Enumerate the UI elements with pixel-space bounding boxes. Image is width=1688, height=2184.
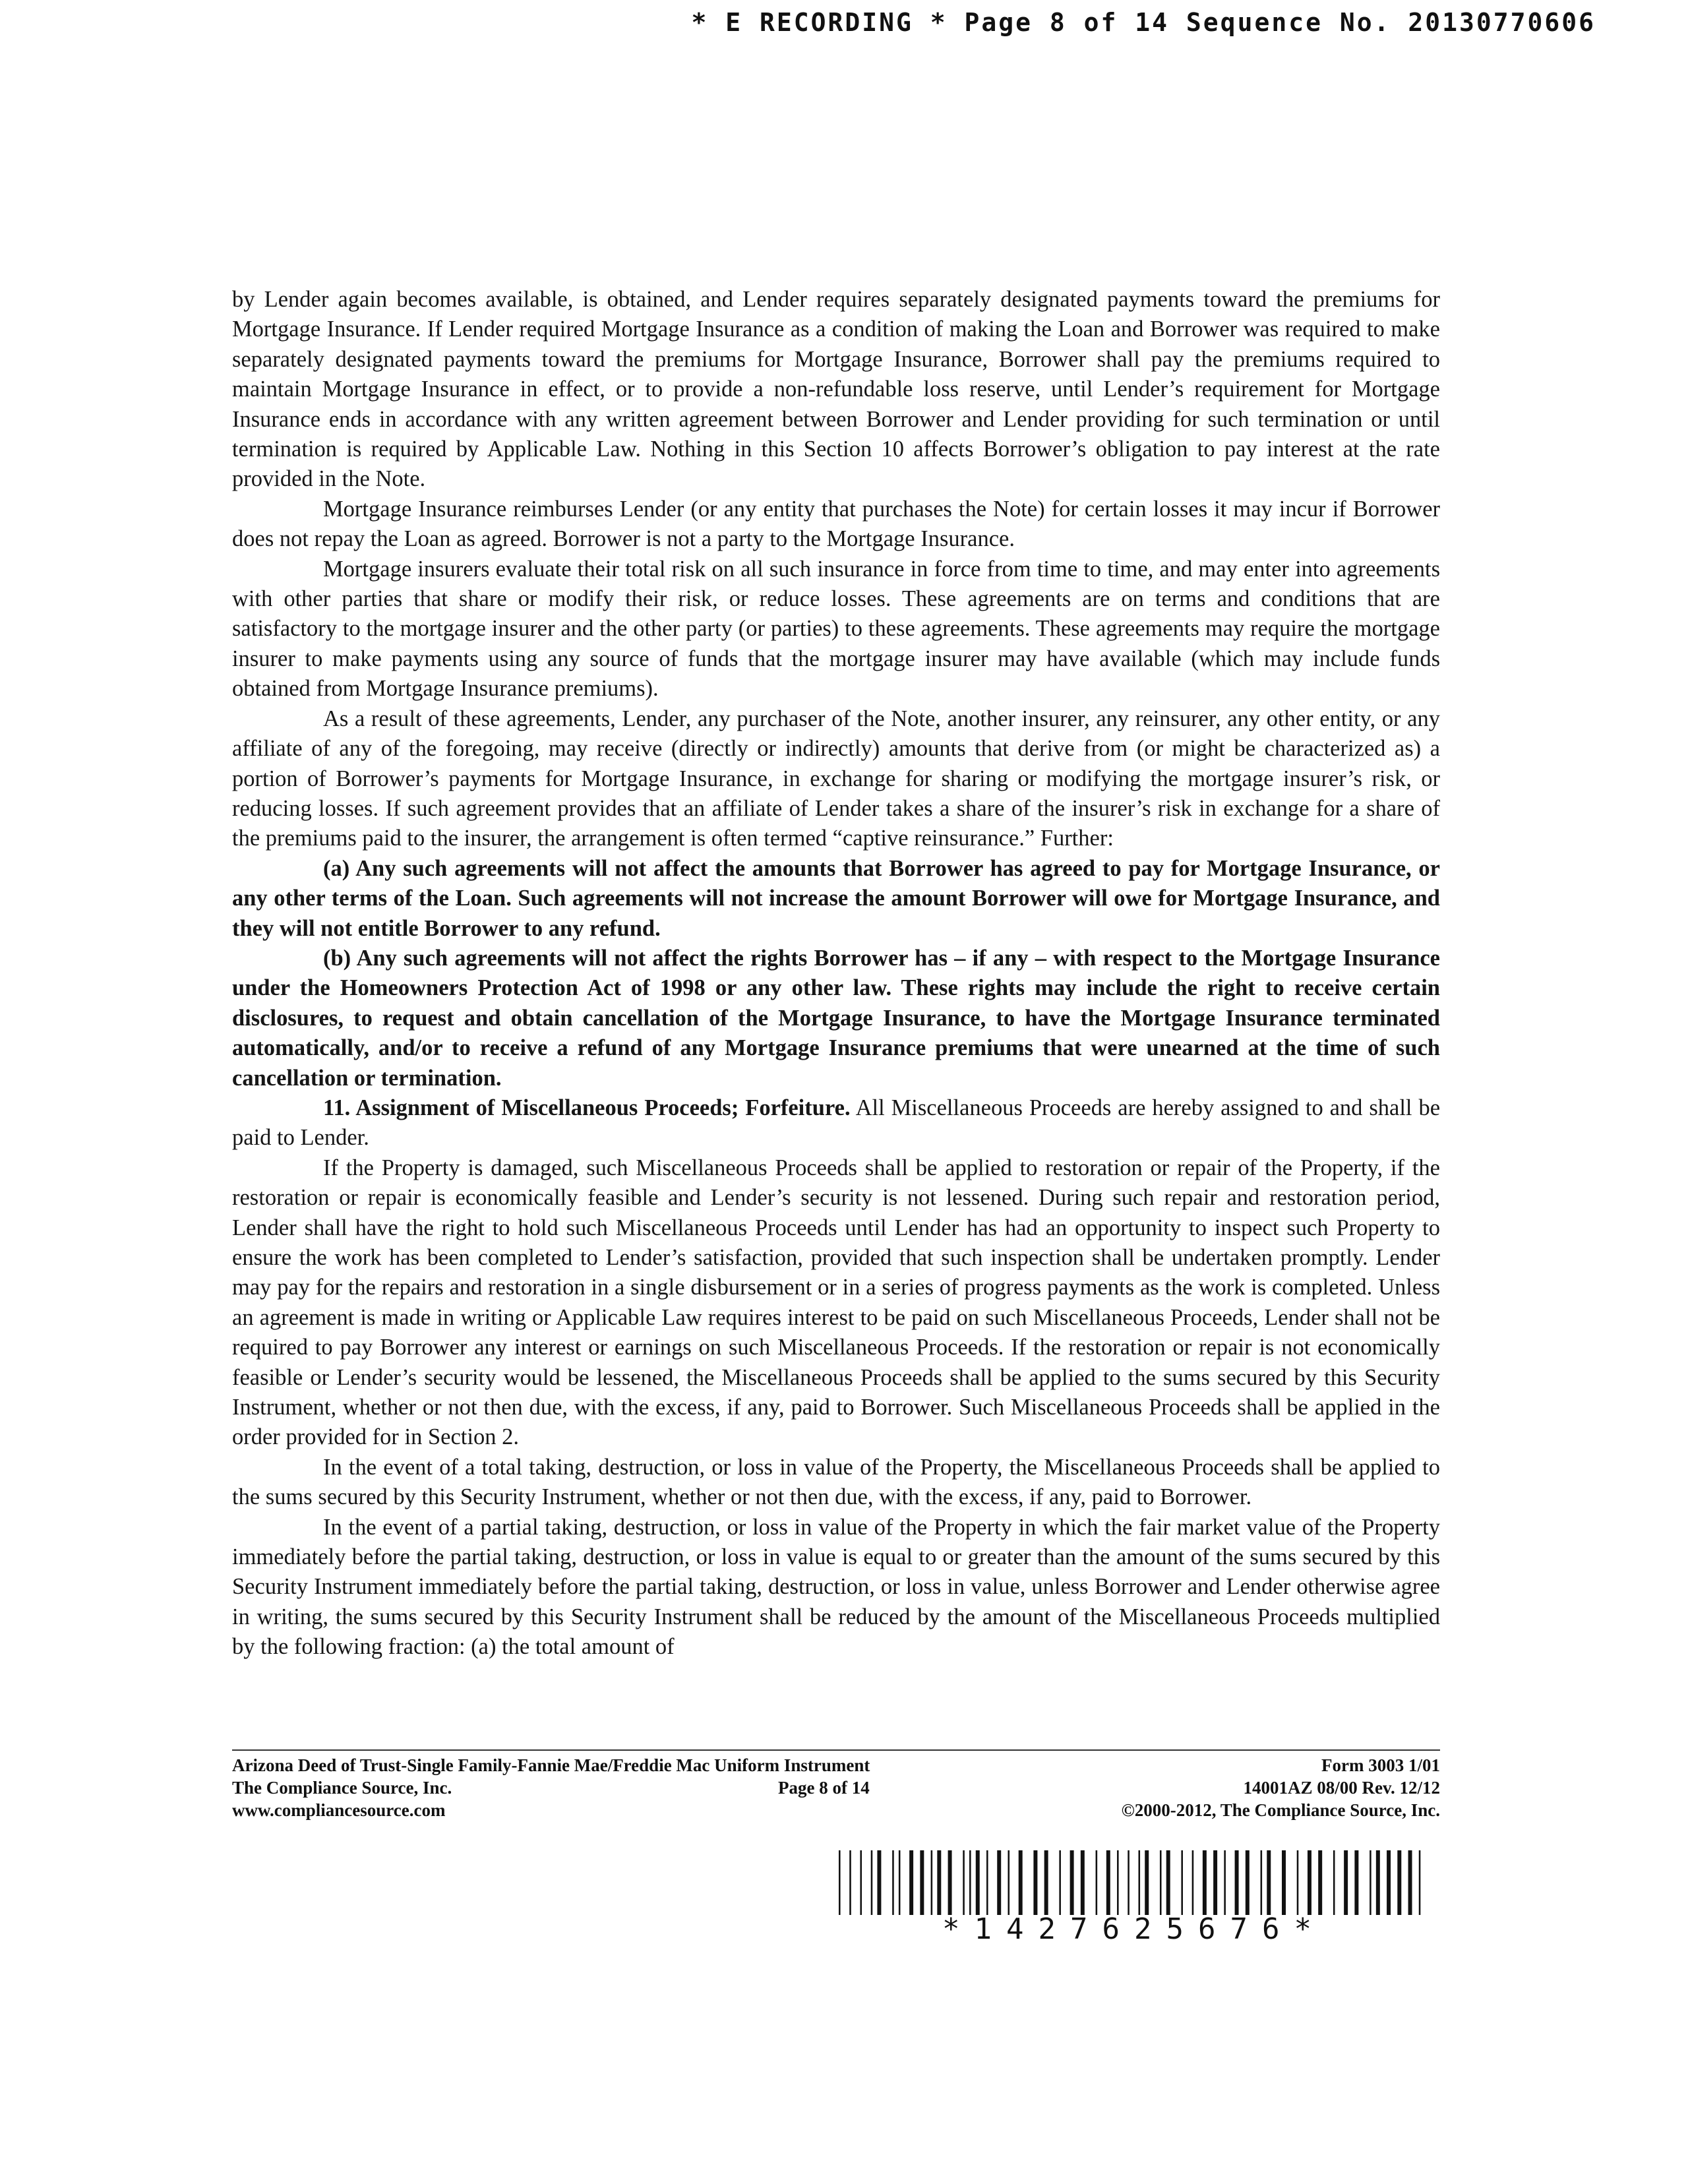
barcode-bar [892, 1850, 894, 1915]
paragraph-10: In the event of a partial taking, destruction, or loss in value of the Property in which the fair market value of the Property immediately before the partial taking, destruction, or loss in value is equal to or greater than the amount of the sums secured by this Security Instrument immediately before the partial taking, destruction, or loss in value, unless Borrower and Lender otherwise agree in writing, the sums secured by this Security Instrument shall be reduced by the amount of the Miscellaneous Proceeds multiplied by the following fraction: (a) the total amount of [232, 1514, 1440, 1660]
barcode-bar [1419, 1850, 1421, 1915]
website: www.compliancesource.com [232, 1800, 446, 1820]
company-name: The Compliance Source, Inc. [232, 1778, 452, 1798]
section-11-heading: 11. Assignment of Miscellaneous Proceeds; Forfeiture. [323, 1095, 851, 1120]
paragraph-1: by Lender again becomes available, is obtained, and Lender requires separately designated payments toward the premiums for Mortgage Insurance. If Lender required Mortgage Insurance as a condition of making the Loan and Borrower was required to make separately designated payments toward the premiums for Mortgage Insurance, Borrower shall pay the premiums required to maintain Mortgage Insurance in effect, or to provide a non-refundable loss reserve, until Lender’s requirement for Mortgage Insurance ends in accordance with any written agreement between Borrower and Lender providing for such termination or until termination is required by Applicable Law. Nothing in this Section 10 affects Borrower’s obligation to pay interest at the rate provided in the Note. [232, 287, 1440, 492]
barcode-bar [986, 1850, 988, 1915]
barcode-bar [1397, 1850, 1401, 1915]
footer-left [232, 1754, 870, 1821]
barcode-bar [1370, 1850, 1372, 1915]
barcode-bar [1235, 1850, 1239, 1915]
paragraph-2: Mortgage Insurance reimburses Lender (or any entity that purchases the Note) for certain losses it may incur if Borrower does not repay the Loan as agreed. Borrower is not a party to the Mortgage Insurance. [232, 496, 1440, 552]
copyright: ©2000-2012, The Compliance Source, Inc. [1121, 1800, 1440, 1820]
form-title: Arizona Deed of Trust-Single Family-Fannie Mae/Freddie Mac Uniform Instrument [232, 1755, 870, 1775]
paragraph-4: As a result of these agreements, Lender, any purchaser of the Note, another insurer, any reinsurer, any other entity, or any affiliate of any of the foregoing, may receive (directly or indirectly) amounts that derive from (or might be characterized as) a portion of Borrower’s payments for Mortgage Insurance, in exchange for sharing or modifying the mortgage insurer’s risk, or reducing losses. If such agreement provides that an affiliate of Lender takes a share of the insurer’s risk in exchange for a share of the premiums paid to the insurer, the arrangement is often termed “captive reinsurance.” Further: [232, 706, 1440, 851]
barcode-bar [1261, 1850, 1263, 1915]
barcode-bar [860, 1850, 862, 1915]
footer-divider [232, 1749, 1440, 1751]
barcode-bar [1408, 1850, 1412, 1915]
barcode-bar [1070, 1850, 1074, 1915]
barcode-bar [1117, 1850, 1119, 1915]
barcode-bar [1318, 1850, 1322, 1915]
footer-right [1122, 1754, 1440, 1821]
paragraph-8: If the Property is damaged, such Miscellaneous Proceeds shall be applied to restoration or repair of the Property, if the restoration or repair is economically feasible and Lender’s security is not lessened. During such repair and restoration period, Lender shall have the right to hold such Miscellaneous Proceeds until Lender has had an opportunity to inspect such Property to ensure the work has been completed to Lender’s satisfaction, provided that such inspection shall be undertaken promptly. Lender may pay for the repairs and restoration in a single disbursement or in a series of progress payments as the work is completed. Unless an agreement is made in writing or Applicable Law requires interest to be paid on such Miscellaneous Proceeds, Lender shall not be required to pay Borrower any interest or earnings on such Miscellaneous Proceeds. If the restoration or repair is not economically feasible or Lender’s security would be lessened, the Miscellaneous Proceeds shall be applied to the sums secured by this Security Instrument, whether or not then due, with the excess, if any, paid to Borrower. Such Miscellaneous Proceeds shall be applied in the order provided for in Section 2. [232, 1155, 1440, 1450]
paragraph-5a: (a) Any such agreements will not affect the amounts that Borrower has agreed to pay for Mortgage Insurance, or any other terms of the Loan. Such agreements will not increase the amount Borrower will owe for Mortgage Insurance, and they will not entitle Borrower to any refund. [232, 855, 1440, 941]
barcode-bar [1145, 1850, 1149, 1915]
barcode-bar [899, 1850, 901, 1915]
barcode-bar [871, 1850, 873, 1915]
revision: 14001AZ 08/00 Rev. 12/12 [1243, 1778, 1440, 1798]
barcode-bar [849, 1850, 851, 1915]
barcode-bar [1008, 1850, 1010, 1915]
barcode-number: *1427625676* [942, 1912, 1326, 1946]
barcode-bar [909, 1850, 913, 1915]
footer-middle [778, 1776, 870, 1799]
barcode-bar [1297, 1850, 1299, 1915]
paragraph-9: In the event of a total taking, destruction, or loss in value of the Property, the Miscellaneous Proceeds shall be applied to the sums secured by this Security Instrument, whether or not then due, with the excess, if any, paid to Borrower. [232, 1454, 1440, 1510]
page-number: Page 8 of 14 [778, 1778, 870, 1798]
form-number: Form 3003 1/01 [1321, 1755, 1440, 1775]
barcode-bar [1203, 1850, 1207, 1915]
barcode-bar [1019, 1850, 1023, 1915]
barcode-bar [997, 1850, 1001, 1915]
paragraph-3: Mortgage insurers evaluate their total risk on all such insurance in force from time to time, and may enter into agreements with other parties that share or modify their risk, or reduce losses. These agreements are on terms and conditions that are satisfactory to the mortgage insurer and the other party (or parties) to these agreements. These agreements may require the mortgage insurer to make payments using any source of funds that the mortgage insurer may have available (which may include funds obtained from Mortgage Insurance premiums). [232, 556, 1440, 702]
barcode-bar [976, 1850, 980, 1915]
barcode-bar [1387, 1850, 1391, 1915]
barcode-bar [1267, 1850, 1271, 1915]
barcode-bar [839, 1850, 841, 1915]
barcode-bar [1106, 1850, 1110, 1915]
barcode-bar [920, 1850, 924, 1915]
barcode-bar [931, 1850, 933, 1915]
paragraph-5b: (b) Any such agreements will not affect the rights Borrower has – if any – with respect to the Mortgage Insurance under the Homeowners Protection Act of 1998 or any other law. These rights may include the right to receive certain disclosures, to request and obtain cancellation of the Mortgage Insurance, to have the Mortgage Insurance terminated automatically, and/or to receive a refund of any Mortgage Insurance premiums that were unearned at the time of such cancellation or termination. [232, 945, 1440, 1091]
section-11-paragraph [232, 1093, 1440, 1153]
document-body [232, 285, 1440, 1662]
barcode-bar [1160, 1850, 1162, 1915]
barcode-bar [1344, 1850, 1348, 1915]
barcode-bar [1333, 1850, 1335, 1915]
barcode-bar [1282, 1850, 1286, 1915]
barcode-bar [877, 1850, 881, 1915]
barcode-bar [1224, 1850, 1226, 1915]
barcode-bar [1096, 1850, 1098, 1915]
barcode-bar [1033, 1850, 1037, 1915]
barcode-bar [1308, 1850, 1311, 1915]
barcode-bar [969, 1850, 971, 1915]
barcode-bar [1081, 1850, 1085, 1915]
barcode [836, 1850, 1432, 1915]
barcode-bar [1044, 1850, 1048, 1915]
barcode-bar [948, 1850, 952, 1915]
barcode-bar [937, 1850, 941, 1915]
barcode-bar [1128, 1850, 1130, 1915]
barcode-bar [1138, 1850, 1140, 1915]
barcode-bar [1246, 1850, 1250, 1915]
document-footer [232, 1754, 1440, 1833]
barcode-bar [963, 1850, 965, 1915]
barcode-bar [1354, 1850, 1358, 1915]
barcode-bar [1376, 1850, 1380, 1915]
barcode-bar [1181, 1850, 1183, 1915]
barcode-bar [1192, 1850, 1194, 1915]
barcode-bar [1166, 1850, 1170, 1915]
recording-header: * E RECORDING * Page 8 of 14 Sequence No. 20130770606 [691, 8, 1596, 37]
barcode-bar [1059, 1850, 1061, 1915]
section-11-text: All Miscellaneous Proceeds are hereby assigned to and shall be paid to Lender. [232, 1095, 1441, 1151]
barcode-bar [1213, 1850, 1217, 1915]
